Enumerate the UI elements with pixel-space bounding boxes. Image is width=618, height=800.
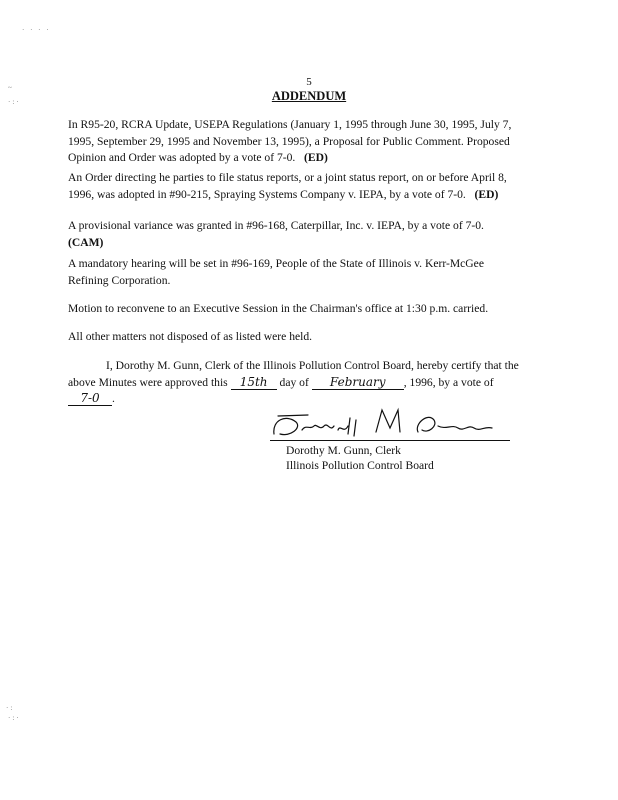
text-line: A mandatory hearing will be set in #96-169, People of the State of Illinois v. Kerr-McGee (68, 257, 484, 270)
signature-block (286, 443, 434, 473)
signer-organization: Illinois Pollution Control Board (286, 459, 434, 472)
scan-speck-bottom: ·: (6, 704, 15, 712)
scan-speck-left: ~ (8, 84, 14, 92)
text-line: Opinion and Order was adopted by a vote of 7-0. (ED) (68, 151, 328, 164)
text-line: All other matters not disposed of as listed were held. (68, 330, 313, 343)
month-field: February (312, 376, 404, 390)
certification-line: I, Dorothy M. Gunn, Clerk of the Illinois Pollution Control Board, hereby certify that the (106, 359, 519, 372)
initials: (ED) (474, 187, 499, 201)
initials: (CAM) (68, 235, 104, 249)
text-line: 1996, was adopted in #90-215, Spraying Systems Company v. IEPA, by a vote of 7-0. (ED) (68, 187, 499, 201)
certification-line: above Minutes were approved this 15th day of February , 1996, by a vote of (68, 374, 494, 389)
text-line: Motion to reconvene to an Executive Session in the Chairman's office at 1:30 p.m. carried. (68, 302, 489, 315)
paragraph-96-168 (68, 218, 548, 251)
text-line: In R95-20, RCRA Update, USEPA Regulations (January 1, 1995 through June 30, 1995, July 7, (68, 118, 512, 131)
page-title: ADDENDUM (271, 89, 347, 103)
handwritten-signature (268, 404, 508, 440)
text-line: An Order directing he parties to file status reports, or a joint status report, on or before April 8, (68, 171, 507, 184)
certification-line: 7-0 . (68, 391, 548, 408)
paragraph-r95-20 (68, 117, 548, 167)
paragraph-other-matters (68, 329, 548, 346)
paragraph-96-169 (68, 256, 548, 289)
paragraph-90-215 (68, 170, 548, 203)
text-line: 1995, September 29, 1995 and November 13, 1995), a Proposal for Public Comment. Proposed (68, 134, 510, 148)
vote-field: 7-0 (68, 392, 112, 406)
paragraph-executive-session (68, 301, 548, 318)
scan-speck-left-2: ·:· (8, 98, 21, 106)
initials: (ED) (304, 151, 328, 164)
day-field: 15th (231, 376, 277, 390)
text-line: Refining Corporation. (68, 273, 171, 287)
signer-name: Dorothy M. Gunn, Clerk (286, 444, 401, 457)
page-number: 5 (306, 76, 312, 88)
signature-line (270, 440, 510, 441)
scan-speck-bottom-2: ·:· (8, 714, 21, 722)
text-line: A provisional variance was granted in #96-168, Caterpillar, Inc. v. IEPA, by a vote of 7-0. (68, 219, 484, 232)
scan-speck-top: · · · · (22, 26, 51, 34)
certification-block (68, 358, 548, 408)
